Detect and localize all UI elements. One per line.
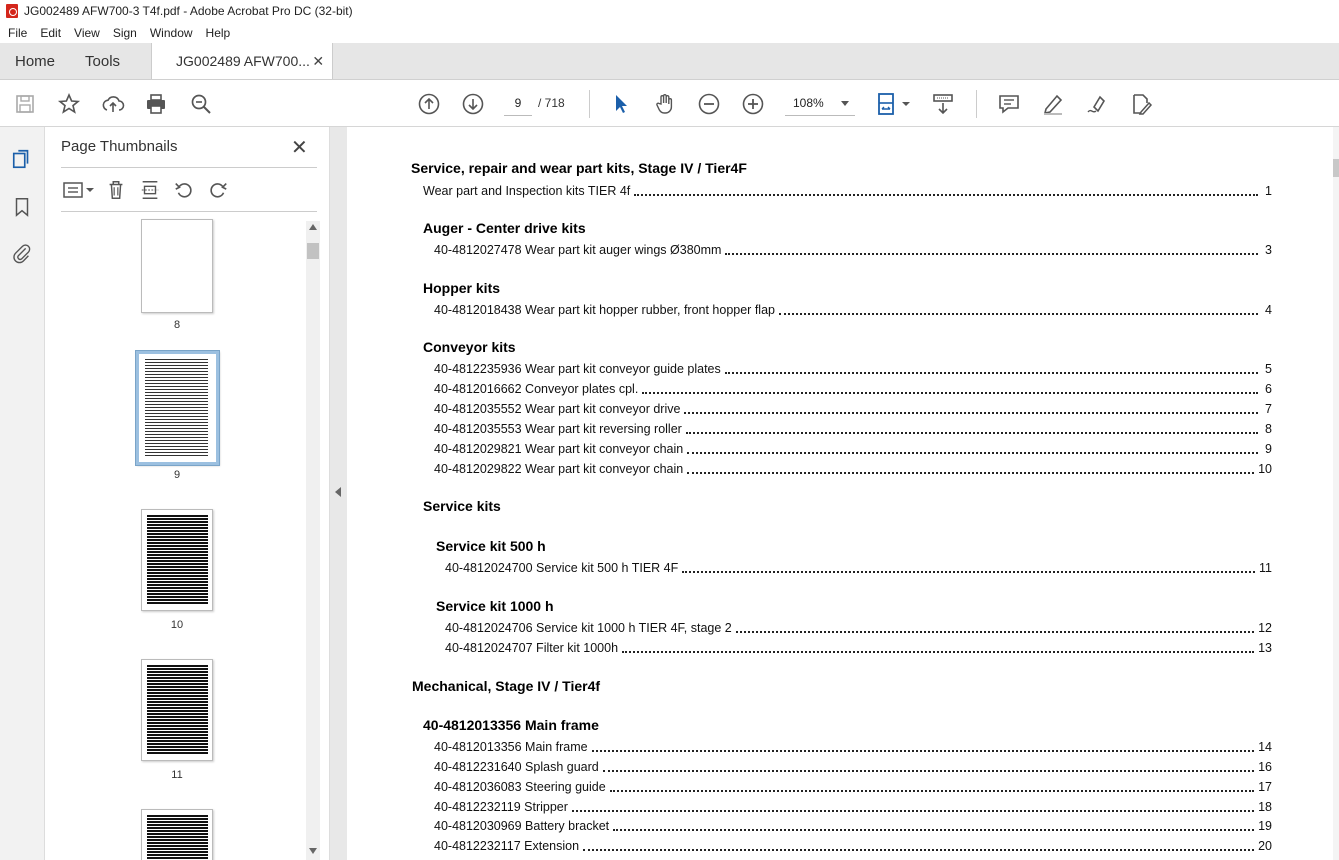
collapse-panel-icon[interactable] bbox=[335, 487, 341, 497]
zoom-in-icon[interactable] bbox=[740, 91, 766, 117]
page-thumbnail-8[interactable] bbox=[141, 219, 213, 313]
toc-entry[interactable]: 40-4812035552 Wear part kit conveyor drive 7 bbox=[434, 402, 1272, 416]
panel-title: Page Thumbnails bbox=[61, 138, 178, 155]
bookmark-icon[interactable] bbox=[10, 195, 34, 219]
page-thumbnails-panel bbox=[45, 127, 330, 860]
thumbnail-options-icon[interactable] bbox=[59, 177, 99, 203]
section-heading: Service kits bbox=[423, 498, 501, 514]
toc-entry[interactable]: 40-4812029822 Wear part kit conveyor chain 10 bbox=[434, 462, 1272, 476]
section-heading: 40-4812013356 Main frame bbox=[423, 717, 599, 733]
menu-view[interactable]: View bbox=[74, 25, 100, 40]
scroll-mode-icon[interactable] bbox=[930, 91, 956, 117]
page-thumbnail-10[interactable] bbox=[141, 509, 213, 611]
section-heading: Auger - Center drive kits bbox=[423, 220, 586, 236]
section-heading: Conveyor kits bbox=[423, 339, 516, 355]
thumbnail-scrollbar[interactable] bbox=[306, 221, 320, 860]
acrobat-pdf-icon bbox=[6, 4, 18, 18]
toc-entry[interactable]: 40-4812016662 Conveyor plates cpl. 6 bbox=[434, 382, 1272, 396]
thumbnail-label: 8 bbox=[173, 319, 181, 331]
thumbnail-list bbox=[45, 217, 305, 860]
page-total: / 718 bbox=[538, 96, 565, 110]
section-heading: Service kit 500 h bbox=[436, 538, 546, 554]
chevron-down-icon bbox=[841, 101, 849, 106]
hand-tool-icon[interactable] bbox=[652, 91, 678, 117]
toc-entry[interactable]: 40-4812030969 Battery bracket 19 bbox=[434, 819, 1272, 833]
title-bar bbox=[0, 0, 1339, 22]
zoom-out-icon[interactable] bbox=[696, 91, 722, 117]
rotate-clockwise-icon[interactable] bbox=[201, 177, 235, 203]
highlight-pen-icon[interactable] bbox=[1040, 91, 1066, 117]
thumbnail-label: 11 bbox=[171, 769, 183, 781]
toc-entry[interactable]: 40-4812024706 Service kit 1000 h TIER 4F, stage 2 12 bbox=[445, 621, 1272, 635]
section-heading: Service, repair and wear part kits, Stage IV / Tier4F bbox=[411, 160, 747, 176]
thumbnail-content bbox=[147, 665, 208, 754]
scroll-up-icon[interactable] bbox=[309, 224, 317, 230]
toc-entry[interactable]: 40-4812235936 Wear part kit conveyor guide plates 5 bbox=[434, 362, 1272, 376]
zoom-search-icon[interactable] bbox=[188, 91, 214, 117]
document-scrollbar[interactable] bbox=[1333, 127, 1339, 860]
tab-home[interactable]: Home bbox=[15, 52, 56, 70]
toc-entry[interactable]: Wear part and Inspection kits TIER 4f 1 bbox=[423, 184, 1272, 198]
section-heading: Mechanical, Stage IV / Tier4f bbox=[412, 678, 601, 694]
menu-window[interactable]: Window bbox=[149, 25, 193, 40]
page-number-input[interactable]: 9 bbox=[504, 90, 532, 116]
attachment-icon[interactable] bbox=[10, 241, 34, 265]
previous-page-icon[interactable] bbox=[416, 91, 442, 117]
menu-file[interactable]: File bbox=[8, 25, 28, 40]
page-thumbnail-11[interactable] bbox=[141, 659, 213, 761]
thumbnail-label: 9 bbox=[173, 469, 181, 481]
panel-splitter[interactable] bbox=[330, 127, 347, 860]
section-heading: Service kit 1000 h bbox=[436, 598, 554, 614]
panel-divider bbox=[61, 211, 317, 212]
page-thumbnail-12[interactable] bbox=[141, 809, 213, 860]
toc-entry[interactable]: 40-4812029821 Wear part kit conveyor chain 9 bbox=[434, 442, 1272, 456]
close-panel-icon[interactable]: ✕ bbox=[291, 137, 308, 159]
left-navigation-rail bbox=[0, 127, 45, 860]
tab-document-label: JG002489 AFW700... bbox=[176, 53, 310, 69]
toc-entry[interactable]: 40-4812232117 Extension 20 bbox=[434, 839, 1272, 853]
tab-document[interactable] bbox=[151, 43, 333, 79]
toc-entry[interactable]: 40-4812024707 Filter kit 1000h 13 bbox=[445, 641, 1272, 655]
thumbnail-toolbar bbox=[59, 177, 235, 203]
toolbar-divider bbox=[589, 90, 590, 118]
toc-entry[interactable]: 40-4812027478 Wear part kit auger wings Ø380mm 3 bbox=[434, 243, 1272, 257]
tab-tools[interactable]: Tools bbox=[85, 52, 121, 70]
star-icon[interactable] bbox=[56, 91, 82, 117]
print-icon[interactable] bbox=[143, 91, 169, 117]
document-view bbox=[347, 127, 1339, 860]
thumbnail-content bbox=[147, 515, 208, 604]
delete-page-icon[interactable] bbox=[99, 177, 133, 203]
window-title: JG002489 AFW700-3 T4f.pdf - Adobe Acrobat Pro DC (32-bit) bbox=[24, 4, 353, 18]
save-icon[interactable] bbox=[12, 91, 38, 117]
thumbnail-content bbox=[147, 815, 208, 860]
section-heading: Hopper kits bbox=[423, 280, 501, 296]
toc-entry[interactable]: 40-4812035553 Wear part kit reversing roller 8 bbox=[434, 422, 1272, 436]
scrollbar-thumb[interactable] bbox=[1333, 159, 1339, 177]
thumbnail-content bbox=[145, 359, 208, 456]
close-tab-icon[interactable]: ✕ bbox=[312, 52, 325, 69]
edit-pdf-icon[interactable] bbox=[1128, 91, 1154, 117]
toc-entry[interactable]: 40-4812013356 Main frame 14 bbox=[434, 740, 1272, 754]
toc-entry[interactable]: 40-4812018438 Wear part kit hopper rubber, front hopper flap 4 bbox=[434, 303, 1272, 317]
zoom-level-value: 108% bbox=[793, 96, 824, 110]
menu-edit[interactable]: Edit bbox=[40, 25, 62, 40]
next-page-icon[interactable] bbox=[460, 91, 486, 117]
extract-pages-icon[interactable] bbox=[133, 177, 167, 203]
panel-divider bbox=[61, 167, 317, 168]
scrollbar-thumb[interactable] bbox=[307, 243, 319, 259]
upload-cloud-icon[interactable] bbox=[100, 91, 126, 117]
toc-entry[interactable]: 40-4812036083 Steering guide 17 bbox=[434, 780, 1272, 794]
rotate-counterclockwise-icon[interactable] bbox=[167, 177, 201, 203]
menu-bar bbox=[0, 22, 1339, 43]
menu-help[interactable]: Help bbox=[205, 25, 231, 40]
tab-bar bbox=[0, 43, 1339, 80]
select-cursor-icon[interactable] bbox=[608, 91, 634, 117]
scroll-down-icon[interactable] bbox=[309, 848, 317, 854]
thumbnail-label: 10 bbox=[170, 619, 184, 631]
page-thumbnail-9[interactable] bbox=[136, 351, 219, 465]
page-thumbnails-icon[interactable] bbox=[10, 147, 34, 171]
comment-icon[interactable] bbox=[996, 91, 1022, 117]
toc-entry[interactable]: 40-4812231640 Splash guard 16 bbox=[434, 760, 1272, 774]
toolbar-divider bbox=[976, 90, 977, 118]
zoom-level-select[interactable] bbox=[785, 90, 855, 116]
toc-entry[interactable]: 40-4812024700 Service kit 500 h TIER 4F 11 bbox=[445, 561, 1272, 575]
menu-sign[interactable]: Sign bbox=[112, 25, 137, 40]
toc-entry[interactable]: 40-4812232119 Stripper 18 bbox=[434, 800, 1272, 814]
page-fit-icon[interactable] bbox=[876, 91, 912, 117]
sign-icon[interactable] bbox=[1084, 91, 1110, 117]
